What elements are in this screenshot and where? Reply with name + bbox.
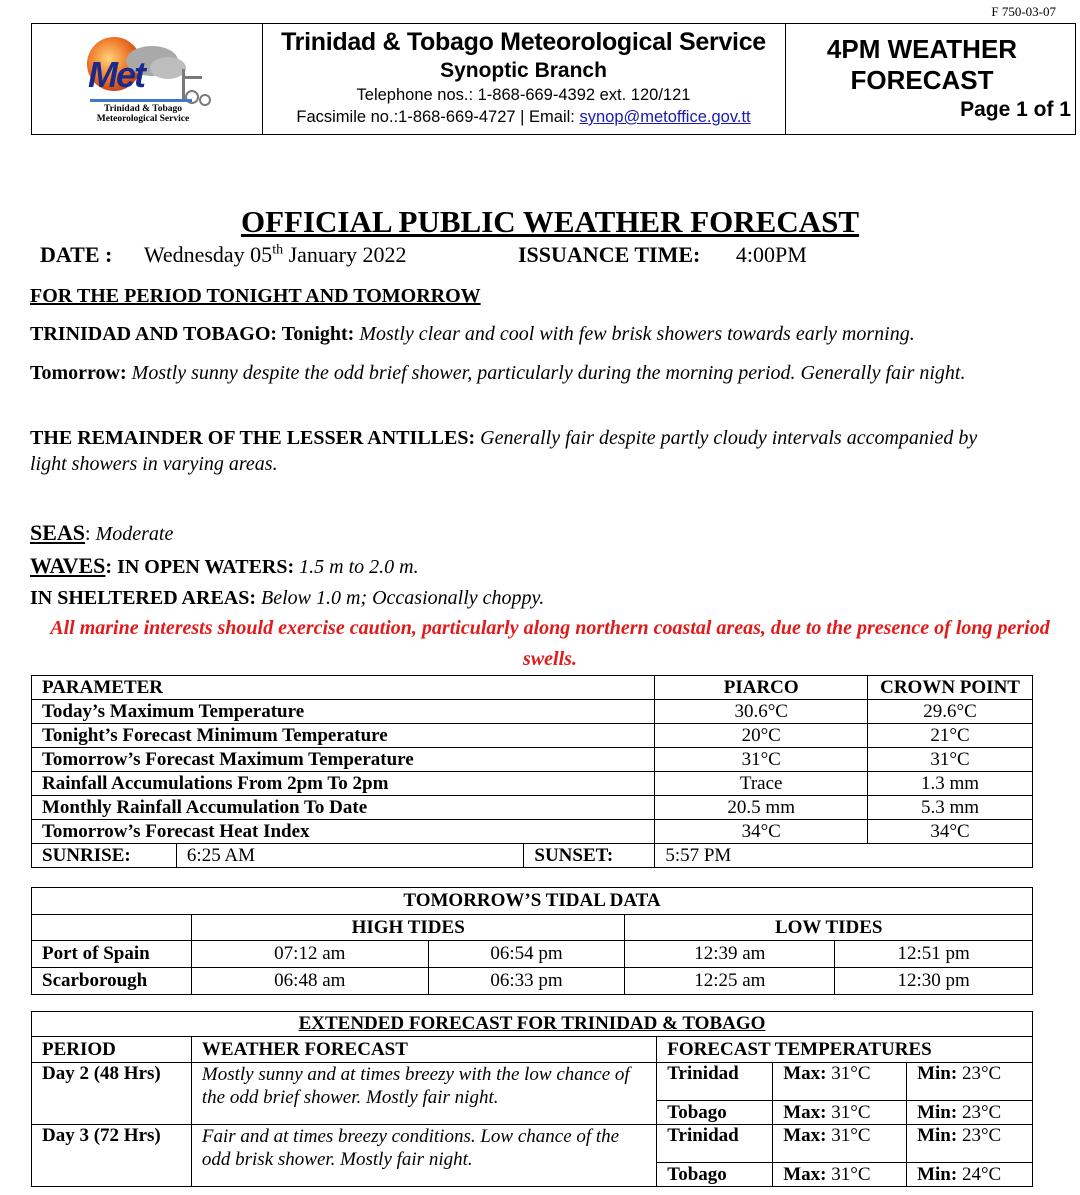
trinidad-min xyxy=(907,1063,1033,1101)
min-value: 23°C xyxy=(961,1063,1002,1084)
issuance-label: ISSUANCE TIME: xyxy=(518,242,701,267)
sheltered-line xyxy=(30,585,1060,611)
logo-text: Met xyxy=(88,54,144,95)
trinidad-min xyxy=(907,1125,1033,1163)
param-name: Today’s Maximum Temperature xyxy=(32,700,655,724)
tt-label: TRINIDAD AND TOBAGO: Tonight: xyxy=(30,323,355,345)
header-period: PERIOD xyxy=(32,1037,192,1063)
crown-point-value: 5.3 mm xyxy=(868,796,1033,820)
tomorrow-label: Tomorrow: xyxy=(30,362,127,384)
high-tide-2: 06:54 pm xyxy=(428,941,625,968)
document-code: F 750-03-07 xyxy=(991,4,1056,19)
fax-text: Facsimile no.:1-868-669-4727 | Email: xyxy=(296,108,580,126)
header-weather-forecast: WEATHER FORECAST xyxy=(191,1037,656,1063)
table-row xyxy=(32,820,1033,844)
logo-caption-1: Trinidad & Tobago xyxy=(104,104,182,114)
min-label: Min: xyxy=(917,1063,958,1084)
parameter-table xyxy=(31,675,1033,868)
table-row xyxy=(32,1125,1033,1163)
piarco-value: 20.5 mm xyxy=(655,796,868,820)
header-forecast-temperatures: FORECAST TEMPERATURES xyxy=(657,1037,1033,1063)
sunrise-label: SUNRISE: xyxy=(32,844,177,868)
max-label: Max: xyxy=(783,1163,827,1185)
tobago-label: Tobago xyxy=(657,1101,773,1125)
param-name: Tonight’s Forecast Minimum Temperature xyxy=(32,724,655,748)
tomorrow-forecast xyxy=(30,360,1060,386)
open-waters-label: : IN OPEN WATERS: xyxy=(105,556,295,578)
max-value: 31°C xyxy=(831,1063,871,1084)
date-suffix: th xyxy=(272,242,284,258)
param-name: Tomorrow’s Forecast Heat Index xyxy=(32,820,655,844)
trinidad-max xyxy=(773,1125,907,1163)
trinidad-label: Trinidad xyxy=(657,1125,773,1163)
forecast-day-2: Mostly sunny and at times breezy with the low chance of the odd brief shower. Mostly fair night. xyxy=(191,1063,656,1125)
logo-cell xyxy=(32,24,263,134)
tidal-table xyxy=(31,887,1033,995)
seas-line: SEAS: Moderate xyxy=(30,520,174,545)
table-row xyxy=(32,968,1033,995)
table-row xyxy=(32,796,1033,820)
telephone-line: Telephone nos.: 1-868-669-4392 ext. 120/121 xyxy=(356,86,691,104)
table-row xyxy=(32,1063,1033,1101)
tt-text: Mostly clear and cool with few brisk showers towards early morning. xyxy=(359,323,915,345)
low-tide-1: 12:39 am xyxy=(625,941,835,968)
date-day: Wednesday 05 xyxy=(143,242,273,267)
max-value: 31°C xyxy=(831,1125,871,1146)
low-tides-header: LOW TIDES xyxy=(625,915,1033,941)
sunset-label: SUNSET: xyxy=(524,844,655,868)
organization-cell xyxy=(262,24,786,134)
header-crown-point: CROWN POINT xyxy=(868,676,1033,700)
piarco-value: 34°C xyxy=(655,820,868,844)
crown-point-value: 34°C xyxy=(868,820,1033,844)
location-name: Scarborough xyxy=(32,968,192,995)
crown-point-value: 1.3 mm xyxy=(868,772,1033,796)
min-value: 23°C xyxy=(961,1125,1002,1146)
logo-caption-2: Meteorological Service xyxy=(96,114,190,124)
low-tide-1: 12:25 am xyxy=(625,968,835,995)
period-heading: FOR THE PERIOD TONIGHT AND TOMORROW xyxy=(30,285,481,307)
sheltered-value: Below 1.0 m; Occasionally choppy. xyxy=(261,587,545,609)
table-row xyxy=(32,772,1033,796)
max-label: Max: xyxy=(783,1125,827,1146)
max-label: Max: xyxy=(783,1063,827,1084)
piarco-value: Trace xyxy=(655,772,868,796)
branch-name: Synoptic Branch xyxy=(440,59,607,82)
forecast-day-3: Fair and at times breezy conditions. Low chance of the odd brisk shower. Mostly fair night. xyxy=(191,1125,656,1187)
table-row xyxy=(32,748,1033,772)
sun-times-row xyxy=(32,844,1033,868)
trinidad-label: Trinidad xyxy=(657,1063,773,1101)
antilles-label: THE REMAINDER OF THE LESSER ANTILLES: xyxy=(30,427,476,449)
min-label: Min: xyxy=(917,1101,958,1123)
trinidad-max xyxy=(773,1063,907,1101)
high-tides-header: HIGH TIDES xyxy=(191,915,625,941)
date-label: DATE : xyxy=(40,242,113,267)
page-number: Page 1 of 1 xyxy=(960,98,1071,121)
piarco-value: 20°C xyxy=(655,724,868,748)
high-tide-1: 07:12 am xyxy=(191,941,428,968)
sheltered-label: IN SHELTERED AREAS: xyxy=(30,587,257,609)
tidal-corner xyxy=(32,915,192,941)
page-title: OFFICIAL PUBLIC WEATHER FORECAST xyxy=(240,204,860,239)
table-header-row xyxy=(32,676,1033,700)
forecast-title-line-2: FORECAST xyxy=(850,65,994,95)
min-label: Min: xyxy=(917,1163,958,1185)
email-link[interactable]: synop@metoffice.gov.tt xyxy=(579,108,751,126)
header-parameter: PARAMETER xyxy=(32,676,655,700)
period-day-2: Day 2 (48 Hrs) xyxy=(32,1063,192,1125)
open-waters-value: 1.5 m to 2.0 m. xyxy=(299,556,419,578)
table-row xyxy=(32,700,1033,724)
antilles-text: Generally fair despite partly cloudy intervals accompanied by light showers in varying areas. xyxy=(30,427,978,475)
tobago-min xyxy=(907,1101,1033,1125)
param-name: Tomorrow’s Forecast Maximum Temperature xyxy=(32,748,655,772)
high-tide-1: 06:48 am xyxy=(191,968,428,995)
tobago-max xyxy=(773,1163,907,1187)
piarco-value: 31°C xyxy=(655,748,868,772)
letterhead xyxy=(31,23,1076,135)
antilles-forecast xyxy=(30,425,990,477)
piarco-value: 30.6°C xyxy=(655,700,868,724)
seas-value: Moderate xyxy=(95,523,174,545)
extended-title: EXTENDED FORECAST FOR TRINIDAD & TOBAGO xyxy=(32,1012,1033,1037)
sunrise-value: 6:25 AM xyxy=(176,844,523,868)
max-value: 31°C xyxy=(831,1101,871,1123)
min-value: 24°C xyxy=(961,1163,1002,1185)
crown-point-value: 31°C xyxy=(868,748,1033,772)
marine-warning: All marine interests should exercise caution, particularly along northern coastal areas, due to the presence of long period swells. xyxy=(50,617,1050,670)
min-label: Min: xyxy=(917,1125,958,1146)
organization-name: Trinidad & Tobago Meteorological Service xyxy=(281,28,766,56)
tomorrow-text: Mostly sunny despite the odd brief shower, particularly during the morning period. Generally fair night. xyxy=(131,362,966,384)
crown-point-value: 21°C xyxy=(868,724,1033,748)
date-line xyxy=(40,242,807,268)
high-tide-2: 06:33 pm xyxy=(428,968,625,995)
tt-forecast xyxy=(30,321,1060,347)
forecast-title-line-1: 4PM WEATHER xyxy=(826,34,1018,64)
table-row xyxy=(32,724,1033,748)
extended-forecast-table xyxy=(31,1011,1033,1187)
header-piarco: PIARCO xyxy=(655,676,868,700)
location-name: Port of Spain xyxy=(32,941,192,968)
low-tide-2: 12:30 pm xyxy=(835,968,1033,995)
max-label: Max: xyxy=(783,1101,827,1123)
issuance-time: 4:00PM xyxy=(735,242,807,267)
table-row xyxy=(32,941,1033,968)
tidal-title: TOMORROW’S TIDAL DATA xyxy=(32,888,1033,915)
min-value: 23°C xyxy=(961,1101,1002,1123)
sunset-value: 5:57 PM xyxy=(655,844,1033,868)
forecast-label-cell xyxy=(785,24,1075,134)
waves-label: WAVES xyxy=(30,553,106,578)
param-name: Monthly Rainfall Accumulation To Date xyxy=(32,796,655,820)
seas-label: SEAS xyxy=(30,520,86,545)
crown-point-value: 29.6°C xyxy=(868,700,1033,724)
tobago-label: Tobago xyxy=(657,1163,773,1187)
fax-email-line xyxy=(262,108,785,127)
date-rest: January 2022 xyxy=(283,242,407,267)
tobago-min xyxy=(907,1163,1033,1187)
tobago-max xyxy=(773,1101,907,1125)
waves-line xyxy=(30,553,1060,580)
param-name: Rainfall Accumulations From 2pm To 2pm xyxy=(32,772,655,796)
period-day-3: Day 3 (72 Hrs) xyxy=(32,1125,192,1187)
max-value: 31°C xyxy=(831,1163,871,1185)
low-tide-2: 12:51 pm xyxy=(835,941,1033,968)
